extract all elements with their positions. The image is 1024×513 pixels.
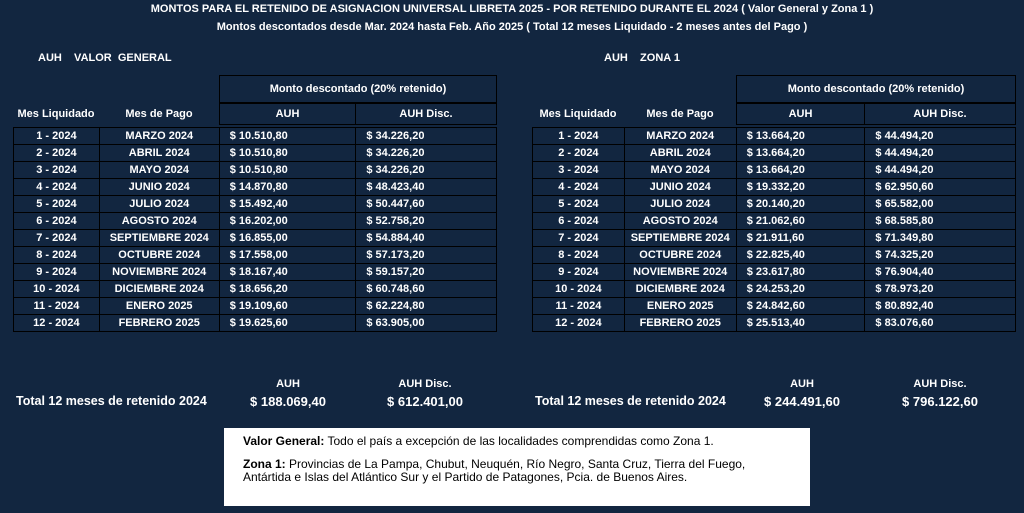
cell-auh-disc: $ 60.748,60 (356, 281, 497, 298)
cell-auh: $ 14.870,80 (219, 179, 356, 196)
cell-auh-disc: $ 52.758,20 (356, 213, 497, 230)
cell-mes-pago: JULIO 2024 (99, 196, 219, 213)
total-label: Total 12 meses de retenido 2024 (16, 394, 207, 408)
table-row (533, 298, 1016, 315)
cell-mes-liquidado: 11 - 2024 (14, 298, 100, 315)
cell-mes-pago: FEBRERO 2025 (99, 315, 219, 332)
cell-auh-disc: $ 63.905,00 (356, 315, 497, 332)
table-row (533, 196, 1016, 213)
cell-auh: $ 19.332,20 (736, 179, 865, 196)
table-row (533, 145, 1016, 162)
table-row (14, 298, 497, 315)
cell-mes-pago: JUNIO 2024 (99, 179, 219, 196)
page-title: MONTOS PARA EL RETENIDO DE ASIGNACION UNIVERSAL LIBRETA 2025 - POR RETENIDO DURANTE EL 2024 ( Valor General y Zona 1 ) (150, 3, 874, 15)
cell-mes-pago: NOVIEMBRE 2024 (624, 264, 736, 281)
header-mes-liquidado: Mes Liquidado (17, 108, 95, 120)
total-auh-header: AUH (276, 378, 300, 390)
cell-auh: $ 16.202,00 (219, 213, 356, 230)
table-row (14, 315, 497, 332)
table-row (14, 179, 497, 196)
note-text: Todo el país a excepción de las localidades comprendidas como Zona 1. (324, 434, 714, 448)
cell-mes-liquidado: 6 - 2024 (14, 213, 100, 230)
cell-mes-liquidado: 5 - 2024 (533, 196, 625, 213)
cell-mes-pago: NOVIEMBRE 2024 (99, 264, 219, 281)
cell-auh: $ 20.140,20 (736, 196, 865, 213)
header-mes-liquidado: Mes Liquidado (539, 108, 617, 120)
cell-mes-liquidado: 9 - 2024 (533, 264, 625, 281)
cell-mes-pago: ENERO 2025 (624, 298, 736, 315)
table-row (14, 196, 497, 213)
note-valor-general (243, 435, 791, 448)
cell-mes-pago: SEPTIEMBRE 2024 (99, 230, 219, 247)
cell-mes-liquidado: 7 - 2024 (533, 230, 625, 247)
cell-auh: $ 21.062,60 (736, 213, 865, 230)
table-row (533, 264, 1016, 281)
cell-auh-disc: $ 62.950,60 (865, 179, 1016, 196)
cell-auh-disc: $ 50.447,60 (356, 196, 497, 213)
total-auh-disc-value: $ 612.401,00 (387, 394, 463, 409)
cell-mes-liquidado: 8 - 2024 (533, 247, 625, 264)
total-auh-value: $ 244.491,60 (764, 394, 840, 409)
cell-auh: $ 19.109,60 (219, 298, 356, 315)
cell-auh: $ 24.842,60 (736, 298, 865, 315)
cell-auh-disc: $ 34.226,20 (356, 128, 497, 145)
header-auh-disc: AUH Disc. (864, 103, 1016, 125)
cell-auh: $ 10.510,80 (219, 128, 356, 145)
cell-mes-pago: MARZO 2024 (99, 128, 219, 145)
cell-auh-disc: $ 59.157,20 (356, 264, 497, 281)
table-row (14, 264, 497, 281)
table-zona-1 (532, 75, 1016, 375)
cell-mes-liquidado: 12 - 2024 (533, 315, 625, 332)
cell-mes-pago: MAYO 2024 (99, 162, 219, 179)
total-auh-value: $ 188.069,40 (250, 394, 326, 409)
cell-auh: $ 19.625,60 (219, 315, 356, 332)
table-row (533, 128, 1016, 145)
table-row (14, 128, 497, 145)
cell-auh: $ 13.664,20 (736, 162, 865, 179)
cell-auh: $ 24.253,20 (736, 281, 865, 298)
section-label-zona-1: AUH ZONA 1 (604, 52, 680, 64)
note-term: Zona 1: (243, 457, 286, 471)
cell-mes-pago: MARZO 2024 (624, 128, 736, 145)
cell-mes-pago: JUNIO 2024 (624, 179, 736, 196)
note-term: Valor General: (243, 434, 325, 448)
table-row (533, 179, 1016, 196)
cell-mes-pago: OCTUBRE 2024 (624, 247, 736, 264)
cell-mes-liquidado: 11 - 2024 (533, 298, 625, 315)
cell-auh: $ 17.558,00 (219, 247, 356, 264)
table-row (533, 247, 1016, 264)
cell-mes-pago: FEBRERO 2025 (624, 315, 736, 332)
cell-mes-liquidado: 2 - 2024 (14, 145, 100, 162)
cell-mes-pago: OCTUBRE 2024 (99, 247, 219, 264)
cell-mes-liquidado: 10 - 2024 (14, 281, 100, 298)
total-auh-disc-header: AUH Disc. (398, 378, 452, 390)
table-row (14, 213, 497, 230)
cell-mes-pago: JULIO 2024 (624, 196, 736, 213)
cell-auh-disc: $ 65.582,00 (865, 196, 1016, 213)
header-auh: AUH (736, 103, 865, 125)
cell-mes-pago: MAYO 2024 (624, 162, 736, 179)
cell-mes-liquidado: 12 - 2024 (14, 315, 100, 332)
cell-auh-disc: $ 62.224,80 (356, 298, 497, 315)
cell-auh: $ 18.656,20 (219, 281, 356, 298)
table-row (533, 281, 1016, 298)
cell-auh: $ 10.510,80 (219, 162, 356, 179)
cell-auh: $ 18.167,40 (219, 264, 356, 281)
cell-mes-liquidado: 1 - 2024 (14, 128, 100, 145)
header-monto-descontado: Monto descontado (20% retenido) (736, 75, 1016, 103)
cell-mes-pago: DICIEMBRE 2024 (99, 281, 219, 298)
header-auh: AUH (219, 103, 356, 125)
cell-mes-liquidado: 3 - 2024 (533, 162, 625, 179)
header-mes-pago: Mes de Pago (125, 108, 193, 120)
notes-box (224, 428, 810, 506)
data-rows-valor-general (13, 127, 497, 332)
cell-mes-liquidado: 5 - 2024 (14, 196, 100, 213)
cell-mes-liquidado: 6 - 2024 (533, 213, 625, 230)
cell-auh: $ 10.510,80 (219, 145, 356, 162)
total-label: Total 12 meses de retenido 2024 (535, 394, 726, 408)
cell-auh-disc: $ 44.494,20 (865, 145, 1016, 162)
cell-auh-disc: $ 44.494,20 (865, 128, 1016, 145)
cell-auh: $ 13.664,20 (736, 145, 865, 162)
total-auh-disc-header: AUH Disc. (913, 378, 967, 390)
cell-mes-liquidado: 1 - 2024 (533, 128, 625, 145)
table-row (14, 162, 497, 179)
cell-mes-liquidado: 10 - 2024 (533, 281, 625, 298)
table-valor-general (13, 75, 497, 375)
cell-auh-disc: $ 57.173,20 (356, 247, 497, 264)
cell-mes-liquidado: 4 - 2024 (533, 179, 625, 196)
cell-mes-pago: ABRIL 2024 (99, 145, 219, 162)
header-monto-descontado: Monto descontado (20% retenido) (219, 75, 497, 103)
table-row (14, 230, 497, 247)
cell-auh: $ 15.492,40 (219, 196, 356, 213)
cell-mes-liquidado: 4 - 2024 (14, 179, 100, 196)
total-auh-disc-value: $ 796.122,60 (902, 394, 978, 409)
cell-auh-disc: $ 78.973,20 (865, 281, 1016, 298)
cell-auh: $ 13.664,20 (736, 128, 865, 145)
header-auh-disc: AUH Disc. (355, 103, 497, 125)
cell-auh: $ 23.617,80 (736, 264, 865, 281)
cell-auh-disc: $ 76.904,40 (865, 264, 1016, 281)
cell-auh: $ 25.513,40 (736, 315, 865, 332)
cell-auh: $ 22.825,40 (736, 247, 865, 264)
cell-auh: $ 16.855,00 (219, 230, 356, 247)
cell-auh-disc: $ 74.325,20 (865, 247, 1016, 264)
cell-auh-disc: $ 34.226,20 (356, 162, 497, 179)
cell-mes-pago: AGOSTO 2024 (99, 213, 219, 230)
cell-auh-disc: $ 34.226,20 (356, 145, 497, 162)
cell-mes-pago: DICIEMBRE 2024 (624, 281, 736, 298)
cell-mes-liquidado: 2 - 2024 (533, 145, 625, 162)
cell-mes-liquidado: 7 - 2024 (14, 230, 100, 247)
cell-auh-disc: $ 54.884,40 (356, 230, 497, 247)
cell-mes-liquidado: 8 - 2024 (14, 247, 100, 264)
cell-auh-disc: $ 71.349,80 (865, 230, 1016, 247)
cell-mes-liquidado: 3 - 2024 (14, 162, 100, 179)
cell-mes-pago: ABRIL 2024 (624, 145, 736, 162)
cell-auh: $ 21.911,60 (736, 230, 865, 247)
note-zona-1 (243, 458, 791, 484)
note-text: Provincias de La Pampa, Chubut, Neuquén, Río Negro, Santa Cruz, Tierra del Fuego, Antártida e Islas del Atlántico Sur y el Partido de Patagones, Pcia. de Buenos Aires. (243, 457, 746, 484)
total-auh-header: AUH (790, 378, 814, 390)
table-row (533, 213, 1016, 230)
cell-auh-disc: $ 68.585,80 (865, 213, 1016, 230)
section-label-valor-general: AUH VALOR GENERAL (38, 52, 172, 64)
cell-mes-pago: ENERO 2025 (99, 298, 219, 315)
table-row (14, 247, 497, 264)
cell-auh-disc: $ 44.494,20 (865, 162, 1016, 179)
cell-mes-pago: AGOSTO 2024 (624, 213, 736, 230)
table-row (533, 162, 1016, 179)
table-row (533, 230, 1016, 247)
cell-auh-disc: $ 83.076,60 (865, 315, 1016, 332)
cell-mes-pago: SEPTIEMBRE 2024 (624, 230, 736, 247)
cell-mes-liquidado: 9 - 2024 (14, 264, 100, 281)
table-row (533, 315, 1016, 332)
table-row (14, 281, 497, 298)
cell-auh-disc: $ 48.423,40 (356, 179, 497, 196)
data-rows-zona-1 (532, 127, 1016, 332)
page-subtitle: Montos descontados desde Mar. 2024 hasta Feb. Año 2025 ( Total 12 meses Liquidado - 2 meses antes del Pago ) (216, 21, 808, 33)
cell-auh-disc: $ 80.892,40 (865, 298, 1016, 315)
table-row (14, 145, 497, 162)
header-mes-pago: Mes de Pago (646, 108, 714, 120)
